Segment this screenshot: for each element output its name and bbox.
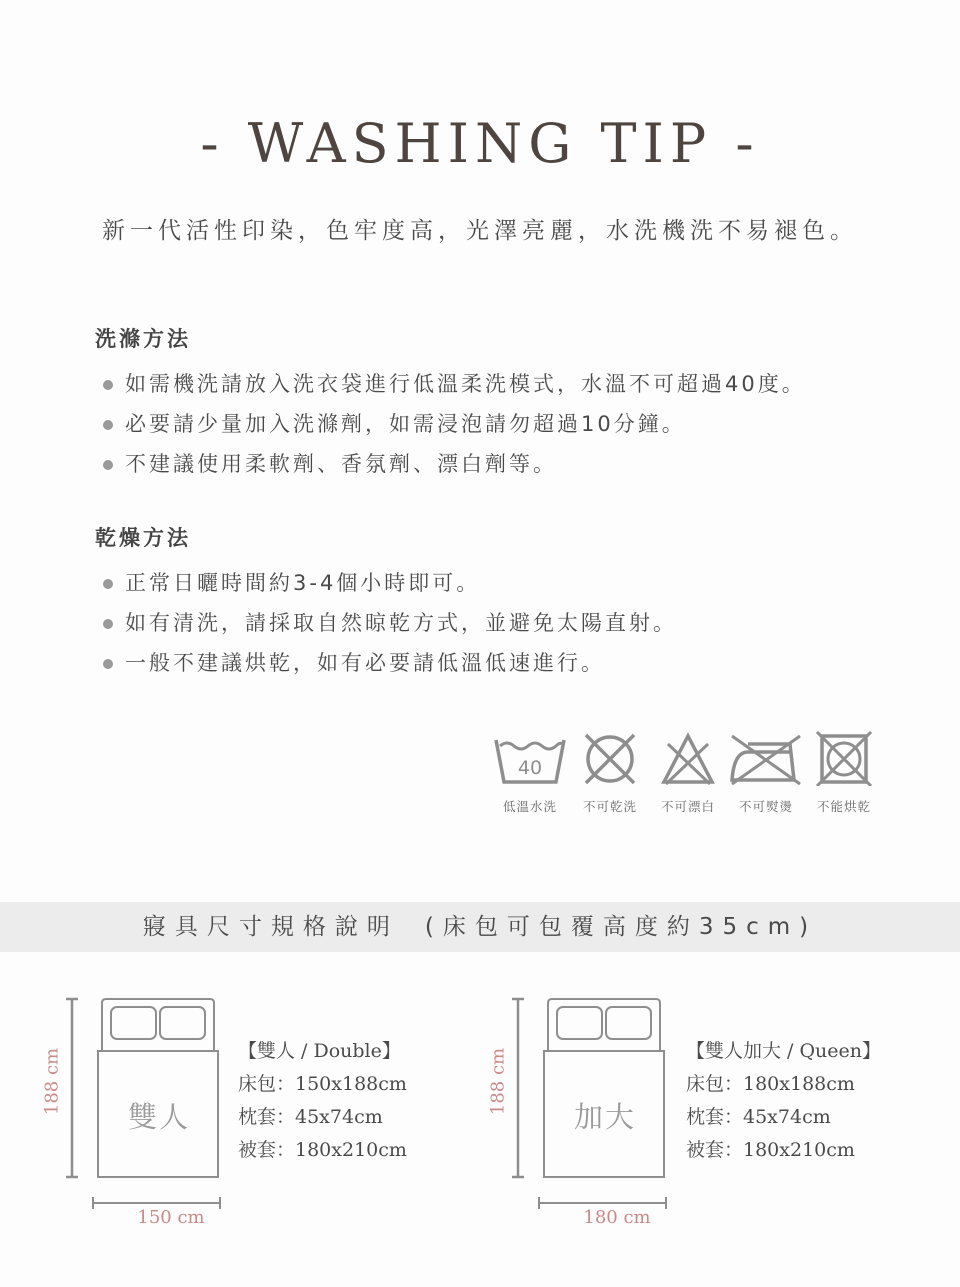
no-iron-icon (728, 730, 804, 786)
list-item: 一般不建議烘乾，如有必要請低溫低速進行。 (95, 643, 895, 683)
care-symbols (490, 730, 890, 830)
care-label: 不可熨燙 (738, 799, 793, 814)
page-subtitle: 新一代活性印染，色牢度高，光澤亮麗，水洗機洗不易褪色。 (102, 218, 858, 244)
no-bleach-icon (658, 730, 718, 786)
spec-title: 【雙人 / Double】 (238, 1040, 401, 1062)
list-item: 如有清洗，請採取自然晾乾方式，並避免太陽直射。 (95, 603, 895, 643)
spec-line: 被套：180x210cm (238, 1139, 407, 1161)
care-label: 低溫水洗 (502, 799, 557, 814)
page-title: - WASHING TIP - (200, 112, 760, 175)
no-dryclean-icon (580, 730, 640, 786)
size-band-label: 寢具尺寸規格說明 (142, 914, 399, 940)
washing-list (95, 364, 895, 484)
bed-name: 雙人 (127, 1100, 190, 1134)
list-item: 正常日曬時間約3-4個小時即可。 (95, 563, 895, 603)
washing-section (95, 324, 895, 484)
care-label: 不能烘乾 (816, 799, 871, 814)
no-tumble-dry-icon (814, 730, 874, 786)
bed-double (40, 995, 500, 1235)
bed-height-label: 188 cm (41, 1047, 63, 1116)
bed-width-label: 180 cm (583, 1207, 651, 1228)
care-item-dryclean (570, 730, 650, 814)
care-item-wash (490, 730, 570, 814)
care-label: 不可漂白 (660, 799, 715, 814)
bed-width-label: 150 cm (137, 1207, 205, 1228)
wash-temperature: 40 (517, 757, 543, 779)
list-item: 必要請少量加入洗滌劑，如需浸泡請勿超過10分鐘。 (95, 404, 895, 444)
drying-section (95, 523, 895, 683)
spec-line: 床包：150x188cm (238, 1073, 407, 1095)
drying-list (95, 563, 895, 683)
care-item-bleach (648, 730, 728, 814)
bed-name: 加大 (573, 1100, 636, 1134)
spec-line: 枕套：45x74cm (238, 1106, 383, 1128)
bed-height-label: 188 cm (487, 1047, 509, 1116)
list-item: 不建議使用柔軟劑、香氛劑、漂白劑等。 (95, 444, 895, 484)
bed-spec (686, 1035, 881, 1167)
washing-heading: 洗滌方法 (95, 327, 191, 351)
size-band-note: (床包可包覆高度約35cm) (424, 914, 818, 940)
size-band (0, 902, 960, 952)
care-item-iron (726, 730, 806, 814)
bed-queen (486, 995, 946, 1235)
spec-line: 床包：180x188cm (686, 1073, 855, 1095)
spec-line: 被套：180x210cm (686, 1139, 855, 1161)
care-item-tumble (804, 730, 884, 814)
spec-line: 枕套：45x74cm (686, 1106, 831, 1128)
care-label: 不可乾洗 (582, 799, 637, 814)
spec-title: 【雙人加大 / Queen】 (686, 1040, 882, 1062)
drying-heading: 乾燥方法 (95, 526, 191, 550)
list-item: 如需機洗請放入洗衣袋進行低溫柔洗模式，水溫不可超過40度。 (95, 364, 895, 404)
bed-spec (238, 1035, 407, 1167)
wash-40-icon (492, 730, 568, 786)
